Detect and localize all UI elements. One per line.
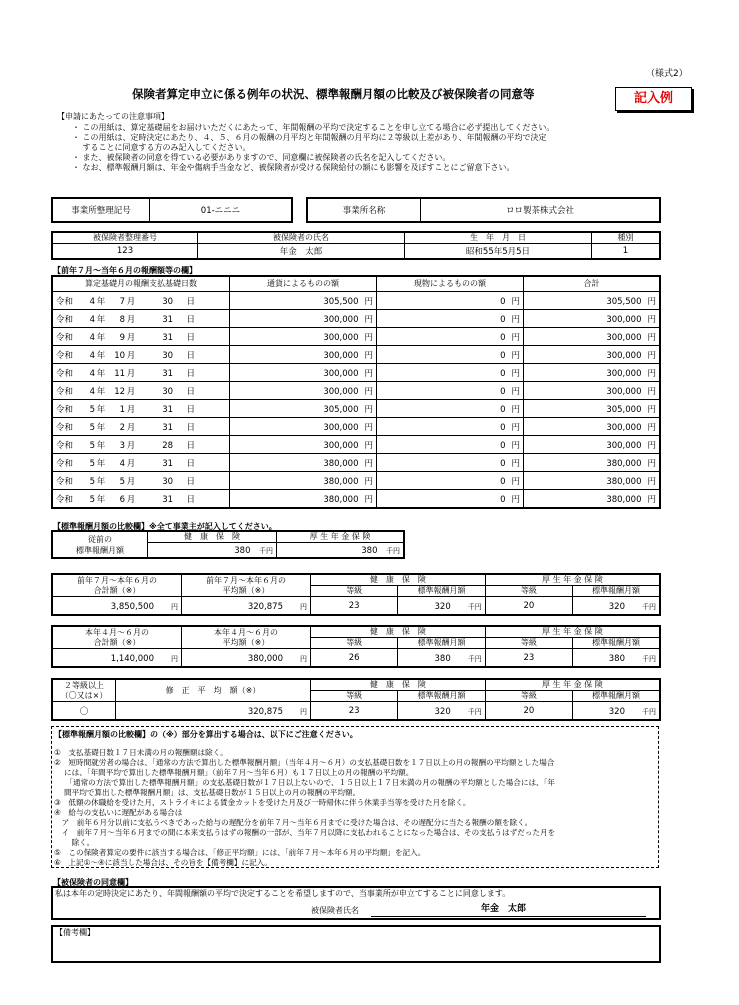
quarter-pension-amount: 380 千円 [573,649,660,668]
corrected-pension-grade-label: 等級 [485,691,572,702]
history-header-total: 合計 [524,276,661,292]
caution-line: ① 支払基礎日数１７日未満の月の報酬額は除く。 [54,748,228,757]
history-month-cell: 令和 4 年 8 月 31 日 [52,310,230,328]
history-total-cell: 300,000 円 [524,418,661,436]
quarter-sum-value: 1,140,000 円 [52,649,182,668]
caution-line: ④ 給与の支払いに遅配がある場合は [54,808,183,817]
history-month-cell: 令和 5 年 3 月 28 日 [52,436,230,454]
corrected-pension-label: 厚 生 年 金 保 険 [485,679,660,691]
caution-title: 【標準報酬月額の比較欄】の（※）部分を算出する場合は、以下にご注意ください。 [54,730,358,739]
history-cash-cell: 300,000 円 [230,418,377,436]
note-line: ・ この用紙は、定時決定にあたり、４、５、６月の報酬の月平均と年間報酬の月平均に２等級以上差があり、年間報酬の平均で決定 [72,133,547,142]
history-cash-cell: 300,000 円 [230,310,377,328]
quarter-pension-label: 厚 生 年 金 保 険 [485,626,660,638]
annual-sum-value: 3,850,500 円 [52,597,182,616]
history-row [52,418,660,436]
history-row [52,382,660,400]
caution-line: イ 前年７月～当年６月までの間に本来支払うはずの報酬の一部が、当年７月以降に支払われることになった場合は、その支払うはずだった月を [54,828,556,837]
diff-label: ２等級以上 （〇又は×） [52,679,116,702]
quarter-avg-label: 本年４月～６月の 平均額（※） [182,626,311,649]
caution-line: 除く。 [54,838,95,847]
previous-label-line1: 従前の [88,534,112,544]
consent-name-label: 被保険者氏名 [311,906,359,915]
previous-pension-label: 厚 生 年 金 保 険 [277,531,405,543]
quarter-pension-std-label: 標準報酬月額 [573,638,660,649]
quarter-health-std-label: 標準報酬月額 [398,638,485,649]
annual-pension-label: 厚 生 年 金 保 険 [485,574,660,586]
remarks-box [51,925,661,963]
history-cash-cell: 300,000 円 [230,436,377,454]
office-code-box [51,197,293,223]
office-code-value: 01-ニニニ [150,198,293,222]
previous-pension-value: 380 千円 [277,543,405,559]
history-month-cell: 令和 5 年 1 月 31 日 [52,400,230,418]
quarter-health-amount: 380 千円 [398,649,485,668]
history-kind-cell: 0 円 [377,364,524,382]
history-row [52,472,660,490]
history-month-cell: 令和 4 年 11 月 31 日 [52,364,230,382]
caution-line: ② 短時間就労者の場合は、「通常の方法で算出した標準報酬月額」（当年４月～６月）の支払基礎日数を１７日以上の月の報酬の平均額とした場合 [54,758,555,767]
history-row [52,328,660,346]
history-total-cell: 300,000 円 [524,382,661,400]
caution-line: ⑤ この保険者算定の要件に該当する場合は、「修正平均額」には、「前年７月～本年６月の平均額」を記入。 [54,848,426,857]
history-month-cell: 令和 5 年 2 月 31 日 [52,418,230,436]
office-name-label: 事業所名称 [307,198,421,222]
corrected-health-std-label: 標準報酬月額 [398,691,485,702]
history-total-cell: 300,000 円 [524,328,661,346]
history-total-cell: 300,000 円 [524,364,661,382]
annual-health-amount: 320 千円 [398,597,485,616]
history-kind-cell: 0 円 [377,418,524,436]
history-kind-cell: 0 円 [377,382,524,400]
annual-health-label: 健 康 保 険 [311,574,486,586]
annual-pension-std-label: 標準報酬月額 [573,586,660,597]
insured-dob-label: 生 年 月 日 [405,232,592,244]
history-kind-cell: 0 円 [377,310,524,328]
history-cash-cell: 300,000 円 [230,364,377,382]
history-header-kind: 現物によるものの額 [377,276,524,292]
history-row [52,400,660,418]
corrected-health-amount: 320 千円 [398,702,485,721]
quarter-health-label: 健 康 保 険 [311,626,486,638]
history-month-cell: 令和 4 年 12 月 30 日 [52,382,230,400]
annual-health-grade-label: 等級 [311,586,398,597]
annual-average-table [51,573,661,616]
corrected-avg-label: 修 正 平 均 額（※） [116,679,311,702]
quarter-pension-grade-label: 等級 [485,638,572,649]
corrected-pension-amount: 320 千円 [573,702,660,721]
annual-pension-grade: 20 [485,597,572,616]
previous-standard-table [51,530,405,559]
consent-title: 【被保険者の同意欄】 [53,878,133,887]
previous-label [52,531,148,558]
annual-health-std-label: 標準報酬月額 [398,586,485,597]
history-cash-cell: 380,000 円 [230,454,377,472]
compare-title: 【標準報酬月額の比較欄】※全て事業主が記入してください。 [53,522,277,531]
page-title: 保険者算定申立に係る例年の状況、標準報酬月額の比較及び被保険者の同意等 [132,87,535,101]
office-name-box [306,197,661,223]
history-cash-cell: 300,000 円 [230,382,377,400]
annual-avg-value: 320,875 円 [182,597,311,616]
caution-line: には、「年間平均で算出した標準報酬月額」（前年７月～当年６月）も１７日以上の月の報酬の平均額。 [54,768,414,777]
history-kind-cell: 0 円 [377,490,524,509]
previous-label-line2: 標準報酬月額 [76,545,124,555]
caution-line: 「通常の方法で算出した標準報酬月額」の支払基礎日数が１７日以上ないので、１５日以上１７日未満の月の報酬の平均額とした場合には、「年 [54,778,556,787]
caution-line: ア 前年６月分以前に支払うべきであった給与の遅配分を前年７月～当年６月までに受けた場合は、その遅配分に当たる報酬の額を除く。 [54,818,533,827]
history-cash-cell: 300,000 円 [230,346,377,364]
annual-health-grade: 23 [311,597,398,616]
history-total-cell: 300,000 円 [524,310,661,328]
consent-box [51,886,661,920]
history-header-days: 算定基礎月の報酬支払基礎日数 [52,276,230,292]
previous-health-value: 380 千円 [148,543,277,559]
notes-heading: 【申請にあたっての注意事項】 [57,112,169,121]
annual-pension-grade-label: 等級 [485,586,572,597]
previous-health-label: 健 康 保 険 [148,531,277,543]
history-cash-cell: 305,000 円 [230,400,377,418]
diff-value: 〇 [52,702,116,721]
corrected-health-grade: 23 [311,702,398,721]
corrected-avg-value: 320,875 円 [116,702,311,721]
history-month-cell: 令和 5 年 4 月 31 日 [52,454,230,472]
corrected-pension-std-label: 標準報酬月額 [573,691,660,702]
caution-line: ⑥ 上記①～④に該当した場合は、その旨を【備考欄】に記入。 [54,858,272,867]
office-name-value: ロロ製茶株式会社 [421,198,661,222]
caution-line: ③ 低額の休職給を受けた月、ストライキによる賃金カットを受けた月及び一時帰休に伴う休業手当等を受けた月を除く。 [54,798,471,807]
corrected-pension-grade: 20 [485,702,572,721]
insured-dob-value: 昭和55年5月5日 [405,244,592,260]
quarter-average-table [51,625,661,668]
insured-name-label: 被保険者の氏名 [198,232,405,244]
history-total-cell: 380,000 円 [524,490,661,509]
history-kind-cell: 0 円 [377,454,524,472]
notes [72,123,554,173]
history-row [52,346,660,364]
note-line: ・ この用紙は、算定基礎届をお届けいただくにあたって、年間報酬の平均で決定することを申し立てる場合に必ず提出してください。 [72,123,555,132]
history-cash-cell: 300,000 円 [230,328,377,346]
note-line: ・ また、被保険者の同意を得ている必要がありますので、同意欄に被保険者の氏名を記入してください。 [72,153,451,162]
history-kind-cell: 0 円 [377,400,524,418]
consent-signature-line [371,916,646,917]
caution-lines [54,748,658,868]
quarter-sum-label: 本年４月～６月の 合計額（※） [52,626,182,649]
history-cash-cell: 380,000 円 [230,490,377,509]
history-total-cell: 380,000 円 [524,454,661,472]
history-row [52,310,660,328]
caution-line: 間平均で算出した標準報酬月額」は、支払基礎日数が１５日以上の月の報酬の平均額。 [54,788,361,797]
insured-name-value: 年金 太郎 [198,244,405,260]
history-cash-cell: 305,500 円 [230,292,377,310]
history-kind-cell: 0 円 [377,472,524,490]
history-total-cell: 300,000 円 [524,346,661,364]
quarter-health-grade-label: 等級 [311,638,398,649]
history-kind-cell: 0 円 [377,436,524,454]
corrected-health-grade-label: 等級 [311,691,398,702]
history-cash-cell: 380,000 円 [230,472,377,490]
annual-avg-label: 前年７月～本年６月の 平均額（※） [182,574,311,597]
history-row [52,436,660,454]
annual-pension-amount: 320 千円 [573,597,660,616]
office-code-label: 事業所整理記号 [52,198,150,222]
history-kind-cell: 0 円 [377,346,524,364]
quarter-pension-grade: 23 [485,649,572,668]
annual-sum-label: 前年７月～本年６月の 合計額（※） [52,574,182,597]
history-month-cell: 令和 5 年 6 月 31 日 [52,490,230,509]
insured-no-value: 123 [52,244,198,260]
history-total-cell: 305,000 円 [524,400,661,418]
remarks-label: 【備考欄】 [55,928,95,937]
history-row [52,490,660,509]
history-header-cash: 通貨によるものの額 [230,276,377,292]
history-row [52,364,660,382]
insured-info [51,231,661,260]
history-total-cell: 380,000 円 [524,472,661,490]
history-month-cell: 令和 4 年 7 月 30 日 [52,292,230,310]
history-kind-cell: 0 円 [377,292,524,310]
quarter-avg-value: 380,000 円 [182,649,311,668]
history-month-cell: 令和 4 年 9 月 31 日 [52,328,230,346]
history-month-cell: 令和 5 年 5 月 30 日 [52,472,230,490]
history-total-cell: 305,500 円 [524,292,661,310]
history-table [51,275,661,509]
corrected-average-table [51,678,661,721]
insured-type-value: 1 [592,244,661,260]
quarter-health-grade: 26 [311,649,398,668]
caution-box [51,726,659,868]
history-title: 【前年７月～当年６月の報酬額等の欄】 [53,266,197,275]
history-row [52,454,660,472]
consent-name-value: 年金 太郎 [481,904,527,914]
corrected-health-label: 健 康 保 険 [311,679,486,691]
insured-no-label: 被保険者整理番号 [52,232,198,244]
consent-text: 私は本年の定時決定にあたり、年間報酬額の平均で決定することを希望しますので、当事業所が申立てすることに同意します。 [55,889,511,898]
history-row [52,292,660,310]
note-line: することに同意する方のみ記入してください。 [72,143,251,152]
history-month-cell: 令和 4 年 10 月 30 日 [52,346,230,364]
form-number: （様式2） [646,69,688,79]
sample-stamp: 記入例 [615,87,692,111]
history-total-cell: 300,000 円 [524,436,661,454]
history-kind-cell: 0 円 [377,328,524,346]
note-line: ・ なお、標準報酬月額は、年金や傷病手当金など、被保険者が受ける保険給付の額にも影響を及ぼすことにご留意下さい。 [72,163,515,172]
insured-type-label: 種別 [592,232,661,244]
